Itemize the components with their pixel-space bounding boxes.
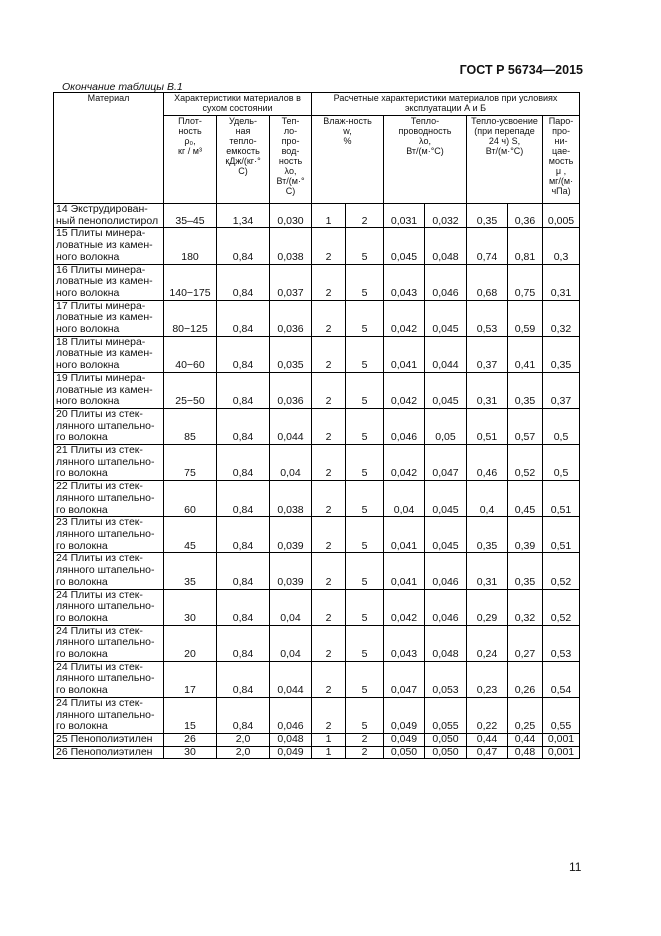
cell-s-b: 0,52 xyxy=(508,445,543,481)
cell-lambda-a: 0,047 xyxy=(384,661,425,697)
cell-w-b: 5 xyxy=(346,481,384,517)
cell-lambda-dry: 0,038 xyxy=(270,228,312,264)
cell-mu: 0,5 xyxy=(543,445,580,481)
cell-s-b: 0,26 xyxy=(508,661,543,697)
cell-mu: 0,51 xyxy=(543,481,580,517)
cell-lambda-a: 0,050 xyxy=(384,746,425,759)
cell-s-a: 0,51 xyxy=(467,408,508,444)
cell-heat-capacity: 2,0 xyxy=(217,733,270,746)
cell-material: 24 Плиты из стек- лянного штапельно- го волокна xyxy=(54,625,164,661)
cell-mu: 0,52 xyxy=(543,589,580,625)
cell-s-b: 0,35 xyxy=(508,372,543,408)
cell-mu: 0,53 xyxy=(543,625,580,661)
cell-s-a: 0,46 xyxy=(467,445,508,481)
cell-s-b: 0,39 xyxy=(508,517,543,553)
cell-mu: 0,001 xyxy=(543,733,580,746)
cell-material: 22 Плиты из стек- лянного штапельно- го волокна xyxy=(54,481,164,517)
cell-s-a: 0,35 xyxy=(467,204,508,228)
cell-mu: 0,005 xyxy=(543,204,580,228)
cell-s-a: 0,35 xyxy=(467,517,508,553)
cell-heat-capacity: 0,84 xyxy=(217,372,270,408)
cell-density: 40−60 xyxy=(164,336,217,372)
cell-density: 15 xyxy=(164,697,217,733)
cell-heat-capacity: 0,84 xyxy=(217,589,270,625)
cell-s-b: 0,48 xyxy=(508,746,543,759)
cell-w-b: 5 xyxy=(346,372,384,408)
cell-mu: 0,32 xyxy=(543,300,580,336)
cell-material: 26 Пенополиэтилен xyxy=(54,746,164,759)
cell-heat-capacity: 0,84 xyxy=(217,625,270,661)
cell-density: 26 xyxy=(164,733,217,746)
cell-mu: 0,31 xyxy=(543,264,580,300)
cell-heat-capacity: 0,84 xyxy=(217,228,270,264)
cell-s-a: 0,47 xyxy=(467,746,508,759)
cell-lambda-b: 0,046 xyxy=(425,589,467,625)
cell-w-a: 2 xyxy=(312,264,346,300)
cell-lambda-dry: 0,04 xyxy=(270,625,312,661)
cell-s-b: 0,27 xyxy=(508,625,543,661)
cell-lambda-dry: 0,049 xyxy=(270,746,312,759)
cell-w-a: 2 xyxy=(312,300,346,336)
cell-material: 23 Плиты из стек- лянного штапельно- го волокна xyxy=(54,517,164,553)
cell-lambda-dry: 0,04 xyxy=(270,589,312,625)
table-row xyxy=(54,746,580,759)
cell-lambda-dry: 0,039 xyxy=(270,553,312,589)
cell-density: 35 xyxy=(164,553,217,589)
cell-lambda-dry: 0,044 xyxy=(270,661,312,697)
table-row xyxy=(54,408,580,444)
cell-s-a: 0,23 xyxy=(467,661,508,697)
cell-lambda-b: 0,046 xyxy=(425,553,467,589)
cell-w-a: 2 xyxy=(312,661,346,697)
cell-material: 24 Плиты из стек- лянного штапельно- го волокна xyxy=(54,589,164,625)
cell-mu: 0,54 xyxy=(543,661,580,697)
cell-lambda-dry: 0,046 xyxy=(270,697,312,733)
cell-lambda-b: 0,032 xyxy=(425,204,467,228)
cell-lambda-dry: 0,038 xyxy=(270,481,312,517)
page-number: 11 xyxy=(569,860,582,874)
cell-material: 25 Пенополиэтилен xyxy=(54,733,164,746)
cell-s-b: 0,36 xyxy=(508,204,543,228)
cell-lambda-a: 0,042 xyxy=(384,445,425,481)
cell-mu: 0,52 xyxy=(543,553,580,589)
cell-lambda-b: 0,045 xyxy=(425,300,467,336)
cell-w-b: 5 xyxy=(346,625,384,661)
cell-s-a: 0,31 xyxy=(467,372,508,408)
cell-lambda-b: 0,053 xyxy=(425,661,467,697)
cell-w-a: 2 xyxy=(312,336,346,372)
cell-material: 24 Плиты из стек- лянного штапельно- го волокна xyxy=(54,661,164,697)
cell-material: 18 Плиты минера- ловатные из камен- ного волокна xyxy=(54,336,164,372)
cell-w-b: 5 xyxy=(346,553,384,589)
cell-mu: 0,37 xyxy=(543,372,580,408)
cell-s-b: 0,32 xyxy=(508,589,543,625)
cell-lambda-a: 0,042 xyxy=(384,589,425,625)
header-conductivity-dry: Теп- ло- про- вод- ность λо, Вт/(м·° С) xyxy=(270,116,312,204)
cell-heat-capacity: 0,84 xyxy=(217,445,270,481)
cell-lambda-dry: 0,044 xyxy=(270,408,312,444)
cell-density: 45 xyxy=(164,517,217,553)
cell-lambda-a: 0,043 xyxy=(384,264,425,300)
cell-w-a: 2 xyxy=(312,481,346,517)
cell-s-a: 0,31 xyxy=(467,553,508,589)
cell-w-a: 2 xyxy=(312,589,346,625)
cell-s-b: 0,35 xyxy=(508,553,543,589)
cell-lambda-dry: 0,048 xyxy=(270,733,312,746)
cell-heat-capacity: 0,84 xyxy=(217,264,270,300)
header-heat-capacity: Удель- ная тепло- емкость кДж/(кг·° С) xyxy=(217,116,270,204)
materials-table xyxy=(53,92,580,759)
table-row xyxy=(54,481,580,517)
cell-lambda-b: 0,05 xyxy=(425,408,467,444)
cell-lambda-dry: 0,037 xyxy=(270,264,312,300)
cell-s-b: 0,59 xyxy=(508,300,543,336)
cell-w-b: 5 xyxy=(346,264,384,300)
cell-w-b: 5 xyxy=(346,336,384,372)
cell-lambda-a: 0,041 xyxy=(384,336,425,372)
cell-w-b: 5 xyxy=(346,445,384,481)
cell-s-a: 0,53 xyxy=(467,300,508,336)
table-row xyxy=(54,661,580,697)
cell-w-b: 5 xyxy=(346,408,384,444)
cell-w-a: 2 xyxy=(312,372,346,408)
cell-lambda-a: 0,041 xyxy=(384,553,425,589)
table-row xyxy=(54,697,580,733)
cell-w-b: 2 xyxy=(346,733,384,746)
table-row xyxy=(54,733,580,746)
cell-density: 17 xyxy=(164,661,217,697)
cell-lambda-dry: 0,030 xyxy=(270,204,312,228)
cell-lambda-b: 0,055 xyxy=(425,697,467,733)
table-row xyxy=(54,445,580,481)
table-row xyxy=(54,589,580,625)
cell-mu: 0,55 xyxy=(543,697,580,733)
cell-w-a: 2 xyxy=(312,228,346,264)
cell-lambda-b: 0,045 xyxy=(425,372,467,408)
header-heat-absorption: Тепло-усвоение (при перепаде 24 ч) S, Вт/(м·°С) xyxy=(467,116,543,204)
cell-heat-capacity: 0,84 xyxy=(217,481,270,517)
header-vapor-permeability: Паро- про- ни- цае- мость μ , мг/(м· чПа) xyxy=(543,116,580,204)
header-density: Плот- ность ρ₀, кг / м³ xyxy=(164,116,217,204)
table-row xyxy=(54,625,580,661)
cell-heat-capacity: 0,84 xyxy=(217,408,270,444)
cell-s-a: 0,22 xyxy=(467,697,508,733)
cell-w-b: 2 xyxy=(346,204,384,228)
cell-s-b: 0,81 xyxy=(508,228,543,264)
cell-density: 60 xyxy=(164,481,217,517)
table-row xyxy=(54,553,580,589)
cell-material: 20 Плиты из стек- лянного штапельно- го волокна xyxy=(54,408,164,444)
header-row-groups xyxy=(54,93,580,116)
cell-w-a: 1 xyxy=(312,733,346,746)
cell-heat-capacity: 1,34 xyxy=(217,204,270,228)
cell-material: 19 Плиты минера- ловатные из камен- ного волокна xyxy=(54,372,164,408)
table-row xyxy=(54,336,580,372)
cell-w-a: 1 xyxy=(312,204,346,228)
cell-material: 24 Плиты из стек- лянного штапельно- го волокна xyxy=(54,553,164,589)
table-row xyxy=(54,517,580,553)
cell-s-b: 0,44 xyxy=(508,733,543,746)
cell-s-b: 0,45 xyxy=(508,481,543,517)
cell-lambda-b: 0,045 xyxy=(425,517,467,553)
cell-mu: 0,3 xyxy=(543,228,580,264)
cell-s-a: 0,37 xyxy=(467,336,508,372)
cell-density: 30 xyxy=(164,746,217,759)
cell-lambda-a: 0,041 xyxy=(384,517,425,553)
cell-heat-capacity: 0,84 xyxy=(217,300,270,336)
header-conductivity: Тепло- проводность λо, Вт/(м·°С) xyxy=(384,116,467,204)
cell-density: 20 xyxy=(164,625,217,661)
cell-lambda-a: 0,031 xyxy=(384,204,425,228)
cell-lambda-b: 0,050 xyxy=(425,733,467,746)
cell-w-b: 5 xyxy=(346,661,384,697)
cell-w-b: 2 xyxy=(346,746,384,759)
cell-w-a: 2 xyxy=(312,517,346,553)
cell-lambda-dry: 0,036 xyxy=(270,300,312,336)
cell-material: 17 Плиты минера- ловатные из камен- ного волокна xyxy=(54,300,164,336)
header-material: Материал xyxy=(54,93,164,204)
cell-lambda-a: 0,042 xyxy=(384,300,425,336)
cell-s-a: 0,29 xyxy=(467,589,508,625)
cell-lambda-a: 0,046 xyxy=(384,408,425,444)
table-row xyxy=(54,204,580,228)
table-row xyxy=(54,372,580,408)
cell-w-a: 1 xyxy=(312,746,346,759)
cell-material: 24 Плиты из стек- лянного штапельно- го волокна xyxy=(54,697,164,733)
cell-s-a: 0,4 xyxy=(467,481,508,517)
header-moisture: Влаж-ность w, % xyxy=(312,116,384,204)
cell-lambda-a: 0,049 xyxy=(384,733,425,746)
cell-lambda-dry: 0,036 xyxy=(270,372,312,408)
cell-density: 180 xyxy=(164,228,217,264)
cell-w-a: 2 xyxy=(312,445,346,481)
cell-lambda-b: 0,048 xyxy=(425,228,467,264)
cell-s-a: 0,44 xyxy=(467,733,508,746)
cell-w-a: 2 xyxy=(312,553,346,589)
cell-w-a: 2 xyxy=(312,408,346,444)
cell-density: 30 xyxy=(164,589,217,625)
cell-density: 75 xyxy=(164,445,217,481)
cell-density: 80−125 xyxy=(164,300,217,336)
cell-density: 25−50 xyxy=(164,372,217,408)
cell-material: 14 Экструдирован- ный пенополистирол xyxy=(54,204,164,228)
cell-density: 140−175 xyxy=(164,264,217,300)
cell-lambda-b: 0,044 xyxy=(425,336,467,372)
cell-w-a: 2 xyxy=(312,697,346,733)
cell-mu: 0,001 xyxy=(543,746,580,759)
cell-lambda-dry: 0,04 xyxy=(270,445,312,481)
cell-lambda-a: 0,043 xyxy=(384,625,425,661)
header-dry-group: Характеристики материалов в сухом состоянии xyxy=(164,93,312,116)
cell-heat-capacity: 2,0 xyxy=(217,746,270,759)
cell-density: 35–45 xyxy=(164,204,217,228)
cell-lambda-a: 0,042 xyxy=(384,372,425,408)
cell-material: 15 Плиты минера- ловатные из камен- ного волокна xyxy=(54,228,164,264)
cell-lambda-b: 0,048 xyxy=(425,625,467,661)
cell-heat-capacity: 0,84 xyxy=(217,697,270,733)
cell-heat-capacity: 0,84 xyxy=(217,553,270,589)
cell-w-b: 5 xyxy=(346,300,384,336)
cell-w-b: 5 xyxy=(346,697,384,733)
cell-lambda-a: 0,049 xyxy=(384,697,425,733)
cell-lambda-a: 0,045 xyxy=(384,228,425,264)
cell-mu: 0,35 xyxy=(543,336,580,372)
cell-s-b: 0,41 xyxy=(508,336,543,372)
cell-w-b: 5 xyxy=(346,228,384,264)
cell-lambda-b: 0,050 xyxy=(425,746,467,759)
table-row xyxy=(54,264,580,300)
cell-lambda-a: 0,04 xyxy=(384,481,425,517)
cell-w-b: 5 xyxy=(346,517,384,553)
cell-lambda-dry: 0,039 xyxy=(270,517,312,553)
cell-material: 16 Плиты минера- ловатные из камен- ного волокна xyxy=(54,264,164,300)
table-caption: Окончание таблицы В.1 xyxy=(62,81,183,93)
cell-lambda-b: 0,045 xyxy=(425,481,467,517)
cell-w-a: 2 xyxy=(312,625,346,661)
table-row xyxy=(54,300,580,336)
cell-lambda-b: 0,047 xyxy=(425,445,467,481)
cell-heat-capacity: 0,84 xyxy=(217,517,270,553)
cell-w-b: 5 xyxy=(346,589,384,625)
cell-s-b: 0,75 xyxy=(508,264,543,300)
cell-heat-capacity: 0,84 xyxy=(217,661,270,697)
cell-s-b: 0,57 xyxy=(508,408,543,444)
cell-lambda-dry: 0,035 xyxy=(270,336,312,372)
cell-mu: 0,5 xyxy=(543,408,580,444)
cell-s-b: 0,25 xyxy=(508,697,543,733)
cell-mu: 0,51 xyxy=(543,517,580,553)
cell-density: 85 xyxy=(164,408,217,444)
cell-s-a: 0,68 xyxy=(467,264,508,300)
cell-heat-capacity: 0,84 xyxy=(217,336,270,372)
cell-lambda-b: 0,046 xyxy=(425,264,467,300)
header-design-group: Расчетные характеристики материалов при условиях эксплуатации А и Б xyxy=(312,93,580,116)
document-header: ГОСТ Р 56734—2015 xyxy=(459,63,583,77)
cell-s-a: 0,74 xyxy=(467,228,508,264)
cell-s-a: 0,24 xyxy=(467,625,508,661)
cell-material: 21 Плиты из стек- лянного штапельно- го волокна xyxy=(54,445,164,481)
table-row xyxy=(54,228,580,264)
